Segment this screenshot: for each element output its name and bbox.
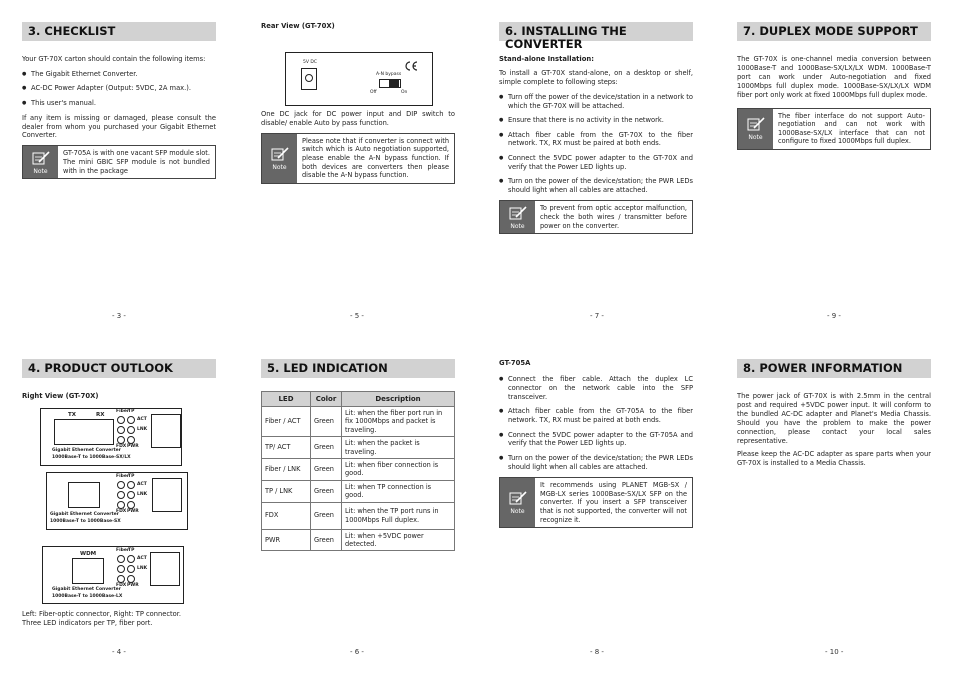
list-item: ● Attach fiber cable from the GT-70X to the fiber network. TX, RX must be paired at both ends. [499, 131, 693, 149]
note-box [261, 133, 455, 184]
note-pencil-icon [262, 134, 297, 183]
list-item: ● Connect the fiber cable. Attach the duplex LC connector on the network cable into the SFP transceiver. [499, 375, 693, 402]
table-cell: Green [311, 480, 342, 502]
led-pwr [127, 575, 135, 583]
led-pwr [127, 436, 135, 444]
device-model: 1000Base-T to 1000Base-SX [50, 519, 121, 524]
note-label: Note [748, 134, 763, 142]
note-box [22, 145, 216, 179]
table-cell: TP / LNK [262, 480, 311, 502]
led-tp-act [127, 555, 135, 563]
note-text: It recommends using PLANET MGB-SX / MGB-LX series 1000Base-SX/LX SFP on the converter. If you insert a SFP transceiver that is not supported, the converter will not recognize it. [540, 481, 687, 524]
led-fiber-act [117, 555, 125, 563]
led-tp-label: TP [128, 548, 135, 553]
led-fiber-label: Fiber [116, 409, 130, 414]
device-model: 1000Base-T to 1000Base-LX [52, 594, 123, 599]
note-label: Note [33, 167, 48, 175]
wdm-label: WDM [80, 551, 97, 557]
led-fdx-label: FDX [116, 509, 127, 514]
table-row [262, 529, 455, 551]
rear-view-paragraph: One DC jack for DC power input and DIP switch to disable/ enable Auto by pass function. [261, 110, 455, 127]
list-item: ● Ensure that there is no activity in the network. [499, 116, 693, 125]
page-6 [261, 359, 455, 551]
page-7 [499, 22, 693, 234]
led-pwr [127, 501, 135, 509]
led-fdx-label: FDX [116, 444, 127, 449]
list-item: ● Turn on the power of the device/station; the PWR LEDs should light when all cables are attached. [499, 454, 693, 472]
table-cell: PWR [262, 529, 311, 551]
page-9 [737, 22, 931, 150]
duplex-paragraph: The GT-70X is one-channel media conversion between 1000Base-T and 1000Base-SX/LX/LX WDM. 1000Base-T port can work under Auto-negotiation and fixed 1000Mbps full duplex mode. 1000Base-SX/LX/LX WDM fiber port only work at fixed 1000Mbps full duplex mode. [737, 55, 931, 99]
table-cell: TP/ ACT [262, 437, 311, 459]
led-fiber-label: Fiber [116, 474, 130, 479]
list-item: ● Turn on the power of the device/station; the PWR LEDs should light when all cables are attached. [499, 177, 693, 195]
device-model: 1000Base-T to 1000Base-SX/LX [52, 455, 131, 460]
led-act-label: ACT [137, 482, 147, 487]
page-4 [22, 359, 216, 406]
note-pencil-icon [738, 109, 773, 149]
list-item: ● Attach fiber cable from the GT-705A to the fiber network. TX, RX must be paired at both ends. [499, 407, 693, 425]
table-cell: Green [311, 459, 342, 481]
table-cell: Green [311, 437, 342, 459]
led-tp-act [127, 481, 135, 489]
led-fdx [117, 501, 125, 509]
page-number: - 6 - [350, 648, 364, 656]
note-text: GT-705A is with one vacant SFP module slot. The mini GBIC SFP module is not bundled with in the package [63, 149, 210, 175]
section-heading-checklist: 3. CHECKLIST [22, 22, 216, 41]
standalone-title: Stand-alone Installation: [499, 55, 594, 63]
rear-view-title: Rear View (GT-70X) [261, 22, 335, 30]
fiber-port [68, 482, 100, 508]
table-cell: Lit: when the TP port runs in 1000Mbps Full duplex. [342, 502, 455, 529]
led-tp-lnk [127, 491, 135, 499]
list-item: ● Connect the 5VDC power adapter to the GT-70X and verify that the Power LED lights up. [499, 154, 693, 172]
section-heading-duplex: 7. DUPLEX MODE SUPPORT [737, 22, 931, 41]
page-8 [499, 359, 693, 528]
column-header: LED [262, 392, 311, 407]
led-pwr-label: PWR [127, 583, 139, 588]
standalone-intro: To install a GT-70X stand-alone, on a desktop or shelf, simple complete to following steps: [499, 69, 693, 86]
gt705a-steps [499, 375, 693, 472]
page-3 [22, 22, 216, 179]
led-act-label: ACT [137, 556, 147, 561]
table-row [262, 459, 455, 481]
tp-port [152, 478, 182, 512]
led-fiber-act [117, 416, 125, 424]
note-label: Note [272, 163, 287, 171]
page-number: - 5 - [350, 312, 364, 320]
right-view-title: Right View (GT-70X) [22, 392, 99, 400]
led-act-label: ACT [137, 417, 147, 422]
tp-port [151, 414, 181, 448]
note-text: Please note that if converter is connect with switch which is Auto negotiation supported, please enable the A-N bypass function. If both devices are converters then please disable the A-N bypass function. [302, 136, 449, 180]
led-fdx [117, 575, 125, 583]
power-paragraph-2: Please keep the AC-DC adapter as spare parts when your GT-70X is installed to a Media Chassis. [737, 450, 931, 468]
note-box [499, 477, 693, 528]
switch-off-label: Off [370, 90, 377, 95]
note-box [737, 108, 931, 150]
led-lnk-label: LNK [137, 492, 148, 497]
table-cell: Lit: when the packet is traveling. [342, 437, 455, 459]
led-tp-lnk [127, 565, 135, 573]
checklist-intro: Your GT-70X carton should contain the following items: [22, 55, 206, 63]
page-10 [737, 359, 931, 473]
section-heading-installing: 6. INSTALLING THE CONVERTER [499, 22, 693, 41]
column-header: Description [342, 392, 455, 407]
led-lnk-label: LNK [137, 566, 148, 571]
dc-jack-hole [305, 74, 313, 82]
note-box [499, 200, 693, 234]
note-pencil-icon [500, 478, 535, 527]
column-header: Color [311, 392, 342, 407]
switch-on-label: On [401, 90, 408, 95]
outlook-caption-1: Left: Fiber-optic connector, Right: TP connector. [22, 610, 182, 618]
page-number: - 4 - [112, 648, 126, 656]
led-fiber-lnk [117, 491, 125, 499]
checklist-items [22, 70, 216, 108]
section-heading-power: 8. POWER INFORMATION [737, 359, 931, 378]
note-text: The fiber interface do not support Auto-negotiation and can not work with 1000Base-SX/LX interface that can not configure to fixed 1000Mbps full duplex. [778, 111, 925, 146]
table-header-row [262, 392, 455, 407]
page-5 [261, 22, 455, 184]
fiber-port [72, 558, 104, 584]
note-pencil-icon [500, 201, 535, 233]
led-tp-label: TP [128, 474, 135, 479]
section-heading-led: 5. LED INDICATION [261, 359, 455, 378]
rear-view-diagram [261, 36, 455, 96]
note-pencil-icon [23, 146, 58, 178]
table-cell: Lit: when fiber connection is good. [342, 459, 455, 481]
outlook-caption-2: Three LED indicators per TP, fiber port. [22, 619, 153, 627]
table-cell: Green [311, 529, 342, 551]
device-name: Gigabit Ethernet Converter [52, 587, 121, 592]
list-item: ● AC-DC Power Adapter (Output: 5VDC, 2A max.). [22, 84, 216, 93]
fiber-port [54, 419, 114, 445]
led-fiber-lnk [117, 426, 125, 434]
note-label: Note [510, 222, 525, 230]
list-item: ● The Gigabit Ethernet Converter. [22, 70, 216, 79]
rx-label: RX [96, 412, 105, 418]
list-item: ● Connect the 5VDC power adapter to the GT-705A and verify that the Power LED lights up. [499, 431, 693, 449]
section-heading-product-outlook: 4. PRODUCT OUTLOOK [22, 359, 216, 378]
led-pwr-label: PWR [127, 509, 139, 514]
led-fiber-act [117, 481, 125, 489]
page-number: - 9 - [827, 312, 841, 320]
led-lnk-label: LNK [137, 427, 148, 432]
dip-switch-knob [389, 80, 399, 87]
page-number: - 10 - [825, 648, 844, 656]
table-row [262, 502, 455, 529]
table-row [262, 407, 455, 437]
table-cell: Lit: when the fiber port run in fix 1000Mbps and packet is traveling. [342, 407, 455, 437]
device-name: Gigabit Ethernet Converter [52, 448, 121, 453]
gt705a-title: GT-705A [499, 359, 531, 367]
list-item: ● Turn off the power of the device/station in a network to which the GT-70X will be attached. [499, 93, 693, 111]
led-fdx [117, 436, 125, 444]
led-tp-act [127, 416, 135, 424]
page-number: - 3 - [112, 312, 126, 320]
table-cell: Green [311, 502, 342, 529]
note-text: To prevent from optic acceptor malfunction, check the both wires / transmitter before power on the converter. [540, 204, 687, 230]
page-number: - 8 - [590, 648, 604, 656]
list-item: ● This user's manual. [22, 99, 216, 108]
device-name: Gigabit Ethernet Converter [50, 512, 119, 517]
led-pwr-label: PWR [127, 444, 139, 449]
power-paragraph-1: The power jack of GT-70X is with 2.5mm in the central post and required +5VDC power input. It will conform to the bundled AC-DC adapter and Planet's Media Chassis. Should you have the problem to make the power connection, please contact your local sales representative. [737, 392, 931, 445]
led-fdx-label: FDX [116, 583, 127, 588]
table-cell: Green [311, 407, 342, 437]
page-number: - 7 - [590, 312, 604, 320]
table-cell: Fiber / LNK [262, 459, 311, 481]
led-fiber-lnk [117, 565, 125, 573]
led-tp-label: TP [128, 409, 135, 414]
bypass-label: A-N bypass [376, 72, 402, 77]
table-cell: Fiber / ACT [262, 407, 311, 437]
table-row [262, 480, 455, 502]
checklist-paragraph: If any item is missing or damaged, please consult the dealer from whom you purchased your Gigabit Ethernet Converter. [22, 113, 216, 140]
led-table [261, 391, 455, 551]
table-cell: Lit: when +5VDC power detected. [342, 529, 455, 551]
led-fiber-label: Fiber [116, 548, 130, 553]
table-cell: Lit: when TP connection is good. [342, 480, 455, 502]
dc-jack-label: 5V DC [303, 60, 317, 65]
table-cell: FDX [262, 502, 311, 529]
table-row [262, 437, 455, 459]
install-steps [499, 93, 693, 195]
led-tp-lnk [127, 426, 135, 434]
tx-label: TX [68, 412, 76, 418]
note-label: Note [510, 508, 525, 516]
tp-port [150, 552, 180, 586]
ce-mark-icon [404, 56, 418, 75]
